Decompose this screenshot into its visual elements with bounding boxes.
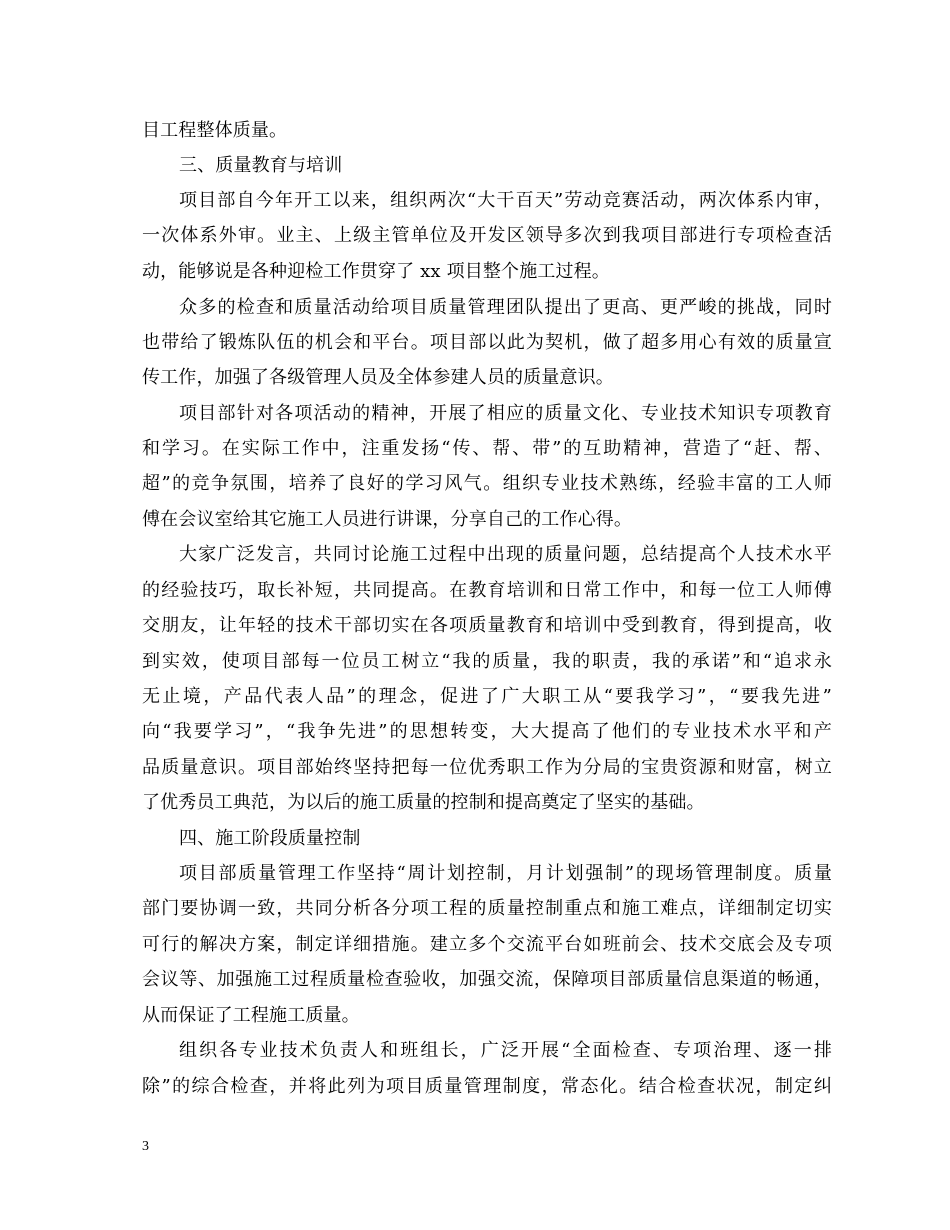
text-line: 从而保证了工程施工质量。 bbox=[142, 1005, 360, 1026]
text-line: 除”的综合检查，并将此列为项目质量管理制度，常态化。结合检查状况，制定纠 bbox=[142, 1076, 832, 1097]
text-line: 向“我要学习”，“我争先进”的思想转变，大大提高了他们的专业技术水平和产 bbox=[142, 721, 832, 742]
page-number: 3 bbox=[142, 1139, 149, 1154]
text-line: 目工程整体质量。 bbox=[142, 120, 288, 141]
text-line: 了优秀员工典范，为以后的施工质量的控制和提高奠定了坚实的基础。 bbox=[142, 792, 705, 813]
text-line: 超”的竞争氛围，培养了良好的学习风气。组织专业技术熟练，经验丰富的工人师 bbox=[142, 473, 832, 494]
text-line: 也带给了锻炼队伍的机会和平台。项目部以此为契机，做了超多用心有效的质量宣 bbox=[142, 332, 832, 353]
text-line: 组织各专业技术负责人和班组长，广泛开展“全面检查、专项治理、逐一排 bbox=[179, 1040, 832, 1061]
text-line: 和学习。在实际工作中，注重发扬“传、帮、带”的互助精神，营造了“赶、帮、 bbox=[142, 438, 832, 459]
text-line: 会议等、加强施工过程质量检查验收，加强交流，保障项目部质量信息渠道的畅通， bbox=[142, 969, 832, 990]
text-line: 动，能够说是各种迎检工作贯穿了 xx 项目整个施工过程。 bbox=[142, 261, 610, 282]
text-line: 交朋友，让年轻的技术干部切实在各项质量教育和培训中受到教育，得到提高，收 bbox=[142, 615, 832, 636]
text-line: 可行的解决方案，制定详细措施。建立多个交流平台如班前会、技术交底会及专项 bbox=[142, 934, 832, 955]
text-line: 项目部自今年开工以来，组织两次“大干百天”劳动竞赛活动，两次体系内审， bbox=[179, 190, 832, 211]
section-heading: 三、质量教育与培训 bbox=[179, 155, 343, 176]
text-line: 项目部针对各项活动的精神，开展了相应的质量文化、专业技术知识专项教育 bbox=[179, 403, 832, 424]
text-line: 到实效，使项目部每一位员工树立“我的质量，我的职责，我的承诺”和“追求永 bbox=[142, 651, 832, 672]
text-line: 无止境，产品代表人品”的理念，促进了广大职工从“要我学习”，“要我先进” bbox=[142, 686, 832, 707]
text-line: 大家广泛发言，共同讨论施工过程中出现的质量问题，总结提高个人技术水平 bbox=[179, 544, 832, 565]
text-line: 品质量意识。项目部始终坚持把每一位优秀职工作为分局的宝贵资源和财富，树立 bbox=[142, 757, 832, 778]
section-heading: 四、施工阶段质量控制 bbox=[179, 828, 361, 849]
text-line: 的经验技巧，取长补短，共同提高。在教育培训和日常工作中，和每一位工人师傅 bbox=[142, 580, 832, 601]
text-line: 项目部质量管理工作坚持“周计划控制，月计划强制”的现场管理制度。质量 bbox=[179, 863, 832, 884]
text-line: 一次体系外审。业主、上级主管单位及开发区领导多次到我项目部进行专项检查活 bbox=[142, 225, 832, 246]
text-line: 部门要协调一致，共同分析各分项工程的质量控制重点和施工难点，详细制定切实 bbox=[142, 898, 832, 919]
text-line: 众多的检查和质量活动给项目质量管理团队提出了更高、更严峻的挑战，同时 bbox=[179, 297, 832, 318]
text-line: 傅在会议室给其它施工人员进行讲课，分享自己的工作心得。 bbox=[142, 509, 633, 530]
text-line: 传工作，加强了各级管理人员及全体参建人员的质量意识。 bbox=[142, 367, 614, 388]
